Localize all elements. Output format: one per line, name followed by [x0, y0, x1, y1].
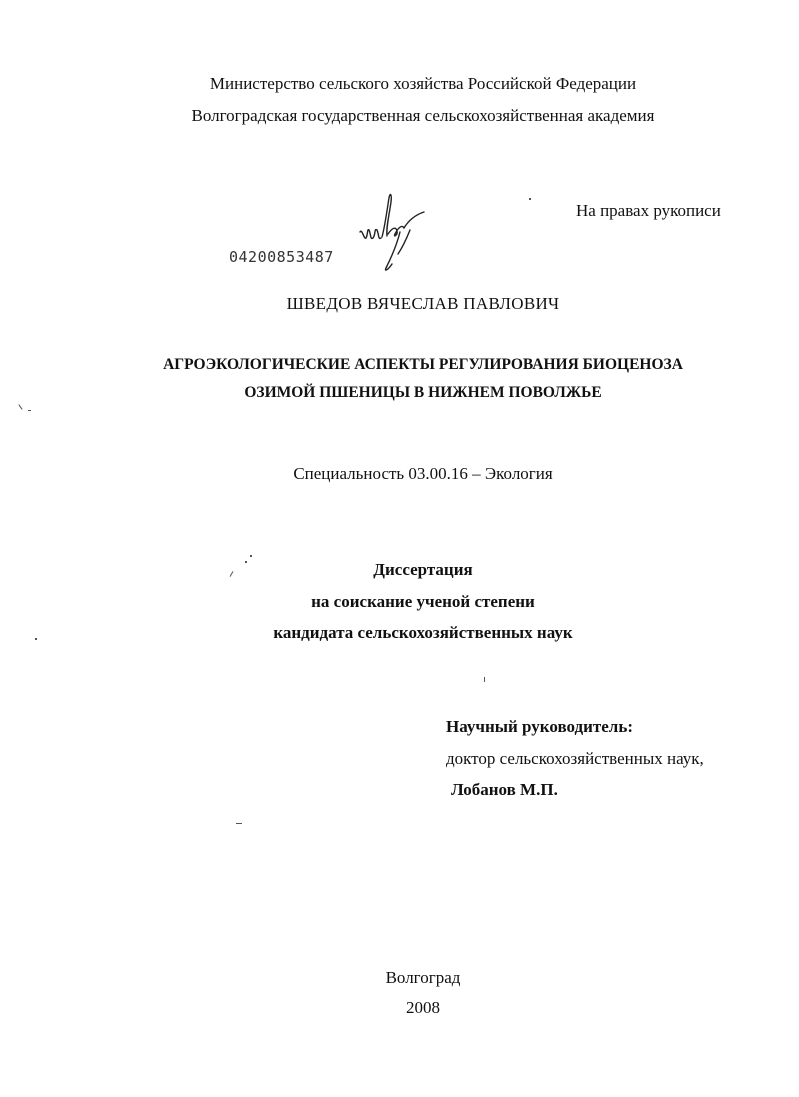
- dissertation-title-line-1: АГРОЭКОЛОГИЧЕСКИЕ АСПЕКТЫ РЕГУЛИРОВАНИЯ БИОЦЕНОЗА: [163, 356, 683, 373]
- scan-speck: [245, 561, 247, 563]
- scan-speck: [35, 638, 37, 640]
- author-name: ШВЕДОВ ВЯЧЕСЛАВ ПАВЛОВИЧ: [286, 294, 560, 313]
- year: 2008: [406, 998, 440, 1017]
- scan-speck: [236, 823, 242, 824]
- supervisor-name: Лобанов М.П.: [451, 780, 558, 799]
- manuscript-note: На правах рукописи: [576, 201, 721, 220]
- degree-name: кандидата сельскохозяйственных наук: [273, 623, 573, 642]
- scan-speck: [18, 404, 22, 409]
- scan-speck: [28, 410, 31, 411]
- scan-speck: [529, 198, 531, 200]
- academy-heading: Волгоградская государственная сельскохозяйственная академия: [191, 106, 655, 125]
- city: Волгоград: [385, 968, 461, 987]
- scan-speck: [484, 677, 485, 682]
- dissertation-title-line-2: ОЗИМОЙ ПШЕНИЦЫ В НИЖНЕМ ПОВОЛЖЬЕ: [244, 384, 602, 401]
- degree-purpose: на соискание ученой степени: [311, 592, 535, 611]
- supervisor-degree: доктор сельскохозяйственных наук,: [446, 749, 704, 768]
- inventory-number: 04200853487: [229, 248, 334, 266]
- handwritten-signature: [352, 188, 437, 272]
- specialty: Специальность 03.00.16 – Экология: [293, 464, 553, 483]
- dissertation-label: Диссертация: [373, 560, 473, 579]
- supervisor-label: Научный руководитель:: [446, 717, 633, 736]
- scan-speck: [250, 555, 252, 557]
- ministry-heading: Министерство сельского хозяйства Российской Федерации: [209, 74, 637, 93]
